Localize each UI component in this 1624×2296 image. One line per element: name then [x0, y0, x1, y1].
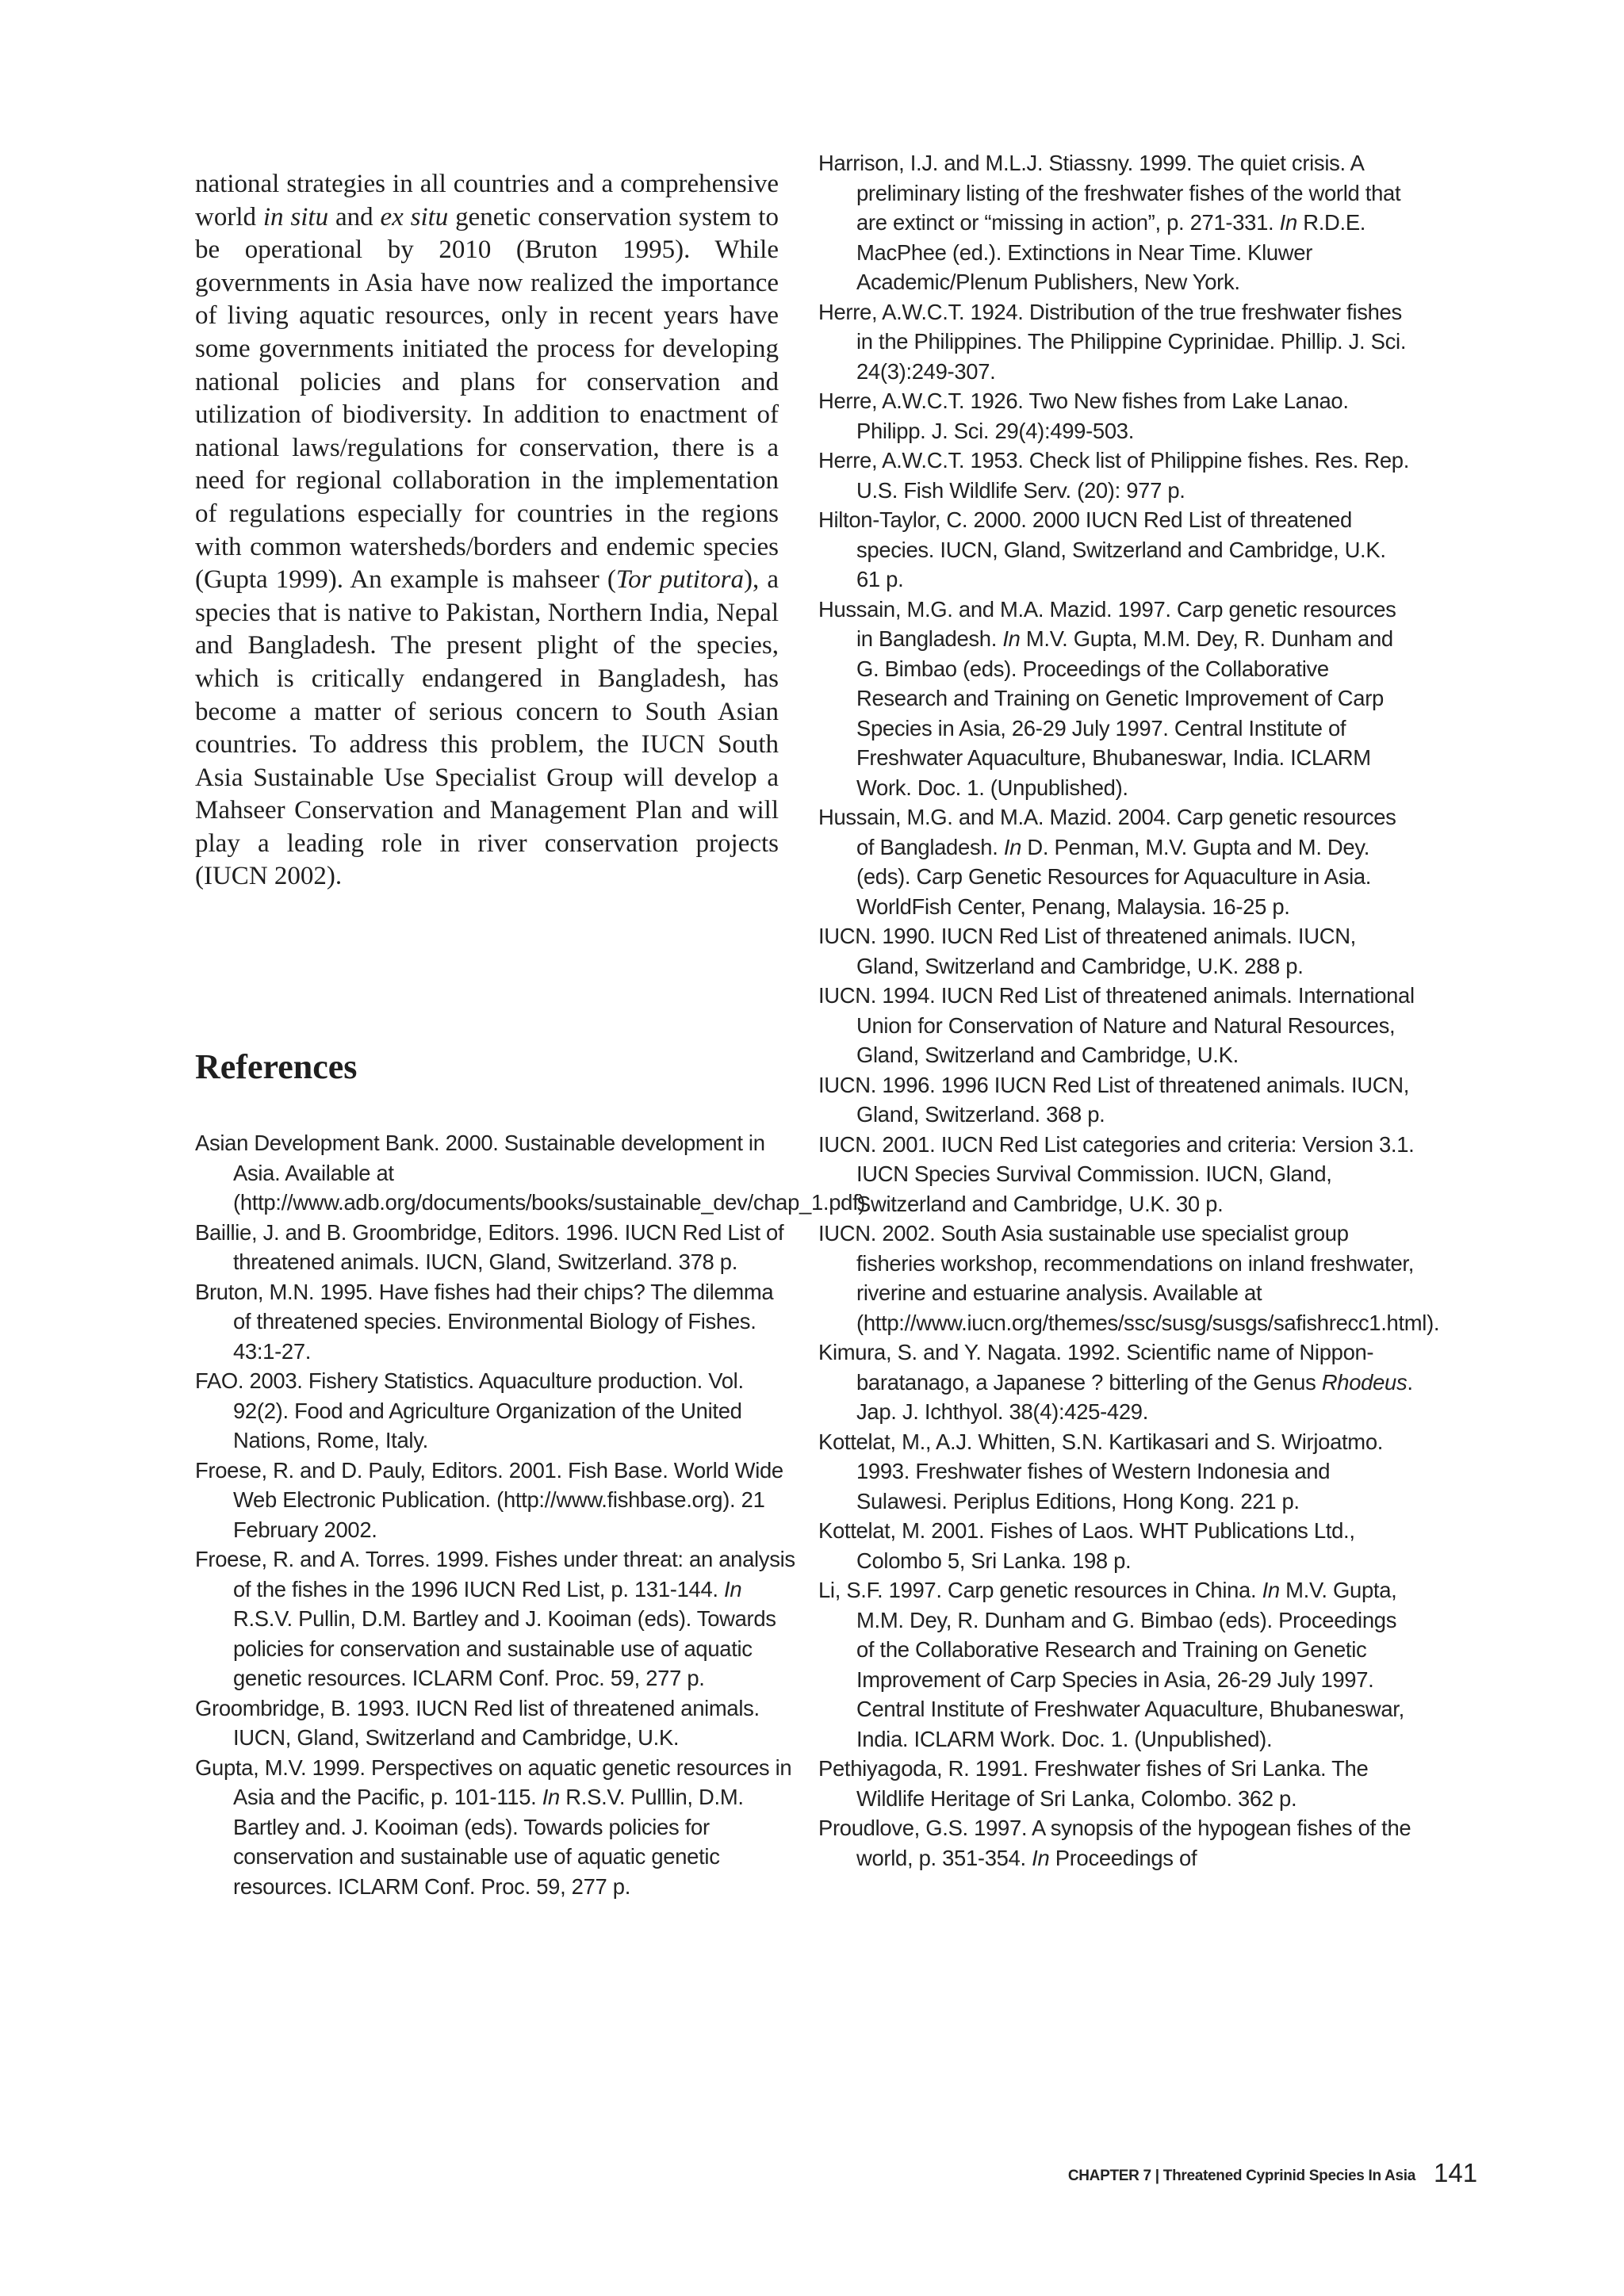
reference-entry	[818, 1813, 1415, 1873]
reference-entry	[195, 1456, 796, 1545]
text-run: Proceedings of	[1049, 1845, 1197, 1870]
italic-text: Tor putitora	[615, 565, 744, 595]
text-run: Kottelat, M., A.J. Whitten, S.N. Kartikasari and S. Wirjoatmo. 1993. Freshwater fishes of Western Indonesia and Sulawesi. Periplus Editions, Hong Kong. 221 p.	[818, 1429, 1384, 1513]
reference-entry	[818, 386, 1415, 446]
text-run: R.S.V. Pullin, D.M. Bartley and J. Kooiman (eds). Towards policies for conservation and sustainable use of aquatic genetic resources. ICLARM Conf. Proc. 59, 277 p.	[233, 1606, 776, 1690]
text-run: Herre, A.W.C.T. 1953. Check list of Philippine fishes. Res. Rep. U.S. Fish Wildlife Serv. (20): 977 p.	[818, 448, 1410, 503]
text-run: Baillie, J. and B. Groombridge, Editors. 1996. IUCN Red List of threatened animals. IUCN, Gland, Switzerland. 378 p.	[195, 1219, 784, 1274]
text-run: R.S.V. Pulllin, D.M. Bartley and. J. Kooiman (eds). Towards policies for conservation and sustainable use of aquatic genetic resources. ICLARM Conf. Proc. 59, 277 p.	[233, 1785, 744, 1899]
italic-text: In	[1002, 626, 1021, 651]
text-run: Gupta, M.V. 1999. Perspectives on aquatic genetic resources in Asia and the Pacific, p. 101-115.	[195, 1755, 792, 1809]
reference-entry	[818, 1516, 1415, 1575]
text-run: Pethiyagoda, R. 1991. Freshwater fishes of Sri Lanka. The Wildlife Heritage of Sri Lanka, Colombo. 362 p.	[818, 1756, 1369, 1811]
reference-entry	[195, 1128, 871, 1218]
running-footer: CHAPTER 7 | Threatened Cyprinid Species In Asia	[1067, 2168, 1415, 2184]
italic-text: In	[1262, 1578, 1280, 1602]
text-run: M.V. Gupta, M.M. Dey, R. Dunham and G. Bimbao (eds). Proceedings of the Collaborative Research and Training on Genetic Improvement of Carp Species in Asia, 26-29 July 1997. Central Institute of Freshwater Aquaculture, Bhubaneswar, India. ICLARM Work. Doc. 1. (Unpublished).	[856, 1578, 1404, 1751]
reference-entry	[818, 446, 1415, 505]
text-run: Harrison, I.J. and M.L.J. Stiassny. 1999. The quiet crisis. A preliminary listing of the freshwater fishes of the world that are extinct or “missing in action”, p. 271-331.	[818, 151, 1401, 235]
italic-text: in situ	[262, 202, 329, 232]
text-run: IUCN. 2002. South Asia sustainable use specialist group fisheries workshop, recommendations on inland freshwater, riverine and estuarine analysis. Available at (http://www.iucn.org/themes/ssc/susg/susgs/safishrecc1.html).	[818, 1221, 1440, 1335]
text-run: Herre, A.W.C.T. 1924. Distribution of the true freshwater fishes in the Philippines. The Philippine Cyprinidae. Phillip. J. Sci. 24(3):249-307.	[818, 299, 1407, 384]
reference-entry	[818, 802, 1415, 921]
text-run: genetic conservation system to be operational by 2010 (Bruton 1995). While governments in Asia have now realized the importance of living aquatic resources, only in recent years have some governments initiated the process for developing national policies and plans for conservation and utilization of biodiversity. In addition to enactment of national laws/regulations for conservation, there is a need for regional collaboration in the implementation of regulations especially for countries in the regions with common watersheds/borders and endemic species (Gupta 1999). An example is mahseer (	[195, 202, 779, 595]
text-run: Hussain, M.G. and M.A. Mazid. 2004. Carp genetic resources of Bangladesh.	[818, 805, 1396, 859]
reference-entry	[818, 1070, 1415, 1130]
text-run: ), a species that is native to Pakistan, Northern India, Nepal and Bangladesh. The present plight of the species, which is critically endangered in Bangladesh, has become a matter of serious concern to South Asian countries. To address this problem, the IUCN South Asia Sustainable Use Specialist Group will develop a Mahseer Conservation and Management Plan and will play a leading role in river conservation projects (IUCN 2002).	[195, 565, 779, 891]
italic-text: ex situ	[380, 202, 449, 232]
italic-text: In	[1279, 210, 1297, 235]
italic-text: Rhodeus	[1321, 1369, 1408, 1395]
text-run: Froese, R. and D. Pauly, Editors. 2001. Fish Base. World Wide Web Electronic Publication. (http://www.fishbase.org). 21 February 2002.	[195, 1457, 783, 1542]
text-run: FAO. 2003. Fishery Statistics. Aquaculture production. Vol. 92(2). Food and Agriculture Organization of the United Nations, Rome, Italy.	[195, 1368, 744, 1452]
reference-entry	[195, 1753, 796, 1902]
reference-entry	[818, 921, 1415, 981]
text-run: Bruton, M.N. 1995. Have fishes had their chips? The dilemma of threatened species. Environmental Biology of Fishes. 43:1-27.	[195, 1279, 774, 1364]
text-run: Asian Development Bank. 2000. Sustainable development in Asia. Available at (http://www.adb.org/documents/books/sustainable_dev/chap_1.pdf).	[195, 1131, 871, 1215]
reference-entry	[818, 1427, 1415, 1517]
reference-entry	[818, 1130, 1415, 1219]
italic-text: In	[724, 1576, 742, 1601]
reference-entry	[818, 505, 1415, 595]
italic-text: In	[1032, 1845, 1050, 1870]
text-run: Li, S.F. 1997. Carp genetic resources in China.	[818, 1578, 1262, 1602]
reference-entry	[818, 1337, 1415, 1427]
text-run: R.D.E. MacPhee (ed.). Extinctions in Near Time. Kluwer Academic/Plenum Publishers, New York.	[856, 210, 1366, 294]
text-run: Hussain, M.G. and M.A. Mazid. 1997. Carp genetic resources in Bangladesh.	[818, 596, 1396, 651]
reference-entry	[818, 297, 1415, 387]
text-run: Kottelat, M. 2001. Fishes of Laos. WHT Publications Ltd., Colombo 5, Sri Lanka. 198 p.	[818, 1518, 1355, 1573]
text-run: IUCN. 1994. IUCN Red List of threatened animals. International Union for Conservation of Nature and Natural Resources, Gland, Switzerland and Cambridge, U.K.	[818, 983, 1415, 1067]
text-run: IUCN. 1990. IUCN Red List of threatened animals. IUCN, Gland, Switzerland and Cambridge, U.K. 288 p.	[818, 924, 1356, 978]
text-run: national strategies in all countries and a comprehensive world	[195, 170, 779, 232]
reference-entry	[195, 1277, 796, 1367]
text-run: D. Penman, M.V. Gupta and M. Dey. (eds). Carp Genetic Resources for Aquaculture in Asia. WorldFish Center, Penang, Malaysia. 16-25 p.	[856, 834, 1372, 919]
reference-entry	[818, 1219, 1440, 1337]
reference-entry	[195, 1366, 796, 1456]
text-run: Proudlove, G.S. 1997. A synopsis of the hypogean fishes of the world, p. 351-354.	[818, 1816, 1411, 1870]
text-run: Hilton-Taylor, C. 2000. 2000 IUCN Red List of threatened species. IUCN, Gland, Switzerland and Cambridge, U.K. 61 p.	[818, 507, 1386, 591]
text-run: Kimura, S. and Y. Nagata. 1992. Scientific name of Nippon-baratanago, a Japanese ? bitterling of the Genus	[818, 1340, 1374, 1395]
reference-entry	[195, 1693, 796, 1753]
italic-text: In	[1003, 834, 1022, 859]
reference-entry	[818, 148, 1415, 297]
reference-entry	[818, 595, 1415, 803]
text-run: M.V. Gupta, M.M. Dey, R. Dunham and G. Bimbao (eds). Proceedings of the Collaborative Research and Training on Genetic Improvement of Carp Species in Asia, 26-29 July 1997. Central Institute of Freshwater Aquaculture, Bhubaneswar, India. ICLARM Work. Doc. 1. (Unpublished).	[856, 626, 1393, 800]
text-run: Froese, R. and A. Torres. 1999. Fishes under threat: an analysis of the fishes in the 1996 IUCN Red List, p. 131-144.	[195, 1547, 795, 1601]
text-run: . Jap. J. Ichthyol. 38(4):425-429.	[856, 1369, 1413, 1424]
body-paragraph	[195, 168, 779, 894]
body-column	[195, 168, 779, 894]
page-number: 141	[1434, 2158, 1478, 2187]
text-run: Herre, A.W.C.T. 1926. Two New fishes from Lake Lanao. Philipp. J. Sci. 29(4):499-503.	[818, 388, 1349, 443]
reference-list-left	[195, 1128, 871, 1901]
text-run: IUCN. 2001. IUCN Red List categories and criteria: Version 3.1. IUCN Species Survival Commission. IUCN, Gland, Switzerland and Cambridge, U.K. 30 p.	[818, 1131, 1415, 1216]
reference-list-right	[818, 148, 1440, 1873]
references-heading: References	[195, 1047, 358, 1086]
reference-entry	[818, 1575, 1415, 1754]
text-run: Groombridge, B. 1993. IUCN Red list of threatened animals. IUCN, Gland, Switzerland and Cambridge, U.K.	[195, 1695, 760, 1750]
italic-text: In	[542, 1785, 560, 1809]
reference-entry	[195, 1544, 796, 1693]
text-run: IUCN. 1996. 1996 IUCN Red List of threatened animals. IUCN, Gland, Switzerland. 368 p.	[818, 1072, 1410, 1127]
reference-entry	[195, 1218, 796, 1277]
reference-entry	[818, 981, 1415, 1070]
reference-entry	[818, 1754, 1415, 1813]
text-run: and	[328, 202, 381, 232]
